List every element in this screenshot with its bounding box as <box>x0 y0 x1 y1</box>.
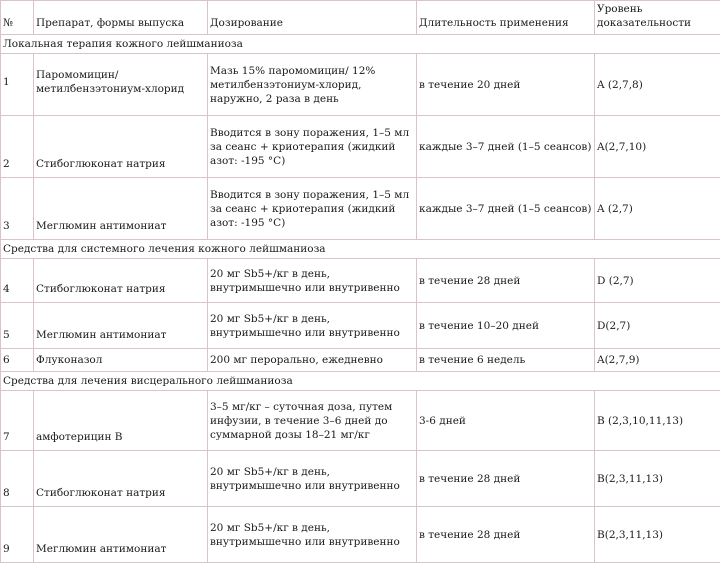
row-evidence: B(2,3,11,13) <box>595 507 720 563</box>
table-row <box>1 303 720 349</box>
row-num: 5 <box>1 303 34 349</box>
row-num: 8 <box>1 451 34 507</box>
section-local-title: Локальная терапия кожного лейшманиоза <box>1 35 720 54</box>
row-duration: в течение 6 недель <box>417 349 595 372</box>
row-drug: Меглюмин антимониат <box>34 178 208 240</box>
row-evidence: B (2,3,10,11,13) <box>595 391 720 451</box>
row-drug: Стибоглюконат натрия <box>34 451 208 507</box>
table-row <box>1 451 720 507</box>
row-drug: Стибоглюконат натрия <box>34 116 208 178</box>
row-duration: каждые 3–7 дней (1–5 сеансов) <box>417 178 595 240</box>
table-row <box>1 391 720 451</box>
row-duration: в течение 28 дней <box>417 507 595 563</box>
header-drug: Препарат, формы выпуска <box>34 1 208 35</box>
row-num: 2 <box>1 116 34 178</box>
table-row <box>1 507 720 563</box>
row-dose: Вводится в зону поражения, 1–5 мл за сеанс + криотерапия (жидкий азот: -195 °C) <box>208 116 417 178</box>
table-row <box>1 116 720 178</box>
header-duration: Длительность применения <box>417 1 595 35</box>
table-row <box>1 178 720 240</box>
row-num: 7 <box>1 391 34 451</box>
row-evidence: A(2,7,9) <box>595 349 720 372</box>
row-num: 1 <box>1 54 34 116</box>
row-evidence: D(2,7) <box>595 303 720 349</box>
table-row <box>1 259 720 303</box>
row-duration: в течение 28 дней <box>417 259 595 303</box>
row-num: 3 <box>1 178 34 240</box>
row-dose: 20 мг Sb5+/кг в день, внутримышечно или внутривенно <box>208 451 417 507</box>
section-row <box>1 35 720 54</box>
row-duration: в течение 10–20 дней <box>417 303 595 349</box>
table-row <box>1 54 720 116</box>
row-drug: амфотерицин B <box>34 391 208 451</box>
table-row <box>1 349 720 372</box>
row-evidence: A (2,7,8) <box>595 54 720 116</box>
row-drug: Меглюмин антимониат <box>34 507 208 563</box>
row-dose: 200 мг перорально, ежедневно <box>208 349 417 372</box>
section-row <box>1 372 720 391</box>
row-drug: Флуконазол <box>34 349 208 372</box>
row-drug: Паромомицин/ метилбензэтониум-хлорид <box>34 54 208 116</box>
header-evidence: Уровень доказательности <box>595 1 720 35</box>
row-duration: в течение 28 дней <box>417 451 595 507</box>
row-num: 6 <box>1 349 34 372</box>
row-duration: 3-6 дней <box>417 391 595 451</box>
row-dose: 20 мг Sb5+/кг в день, внутримышечно или внутривенно <box>208 507 417 563</box>
header-dose: Дозирование <box>208 1 417 35</box>
header-num: № <box>1 1 34 35</box>
row-evidence: A(2,7,10) <box>595 116 720 178</box>
row-evidence: A (2,7) <box>595 178 720 240</box>
row-num: 9 <box>1 507 34 563</box>
row-dose: Вводится в зону поражения, 1–5 мл за сеанс + криотерапия (жидкий азот: -195 °C) <box>208 178 417 240</box>
row-dose: 3–5 мг/кг – суточная доза, путем инфузии, в течение 3–6 дней до суммарной дозы 18–21 мг/кг <box>208 391 417 451</box>
row-dose: 20 мг Sb5+/кг в день, внутримышечно или внутривенно <box>208 259 417 303</box>
row-num: 4 <box>1 259 34 303</box>
row-evidence: D (2,7) <box>595 259 720 303</box>
row-duration: в течение 20 дней <box>417 54 595 116</box>
section-systemic-title: Средства для системного лечения кожного лейшманиоза <box>1 240 720 259</box>
row-dose: 20 мг Sb5+/кг в день, внутримышечно или внутривенно <box>208 303 417 349</box>
row-dose: Мазь 15% паромомицин/ 12% метилбензэтониум-хлорид, наружно, 2 раза в день <box>208 54 417 116</box>
row-evidence: B(2,3,11,13) <box>595 451 720 507</box>
row-duration: каждые 3–7 дней (1–5 сеансов) <box>417 116 595 178</box>
row-drug: Меглюмин антимониат <box>34 303 208 349</box>
header-row <box>1 1 720 35</box>
section-row <box>1 240 720 259</box>
section-visceral-title: Средства для лечения висцерального лейшманиоза <box>1 372 720 391</box>
row-drug: Стибоглюконат натрия <box>34 259 208 303</box>
